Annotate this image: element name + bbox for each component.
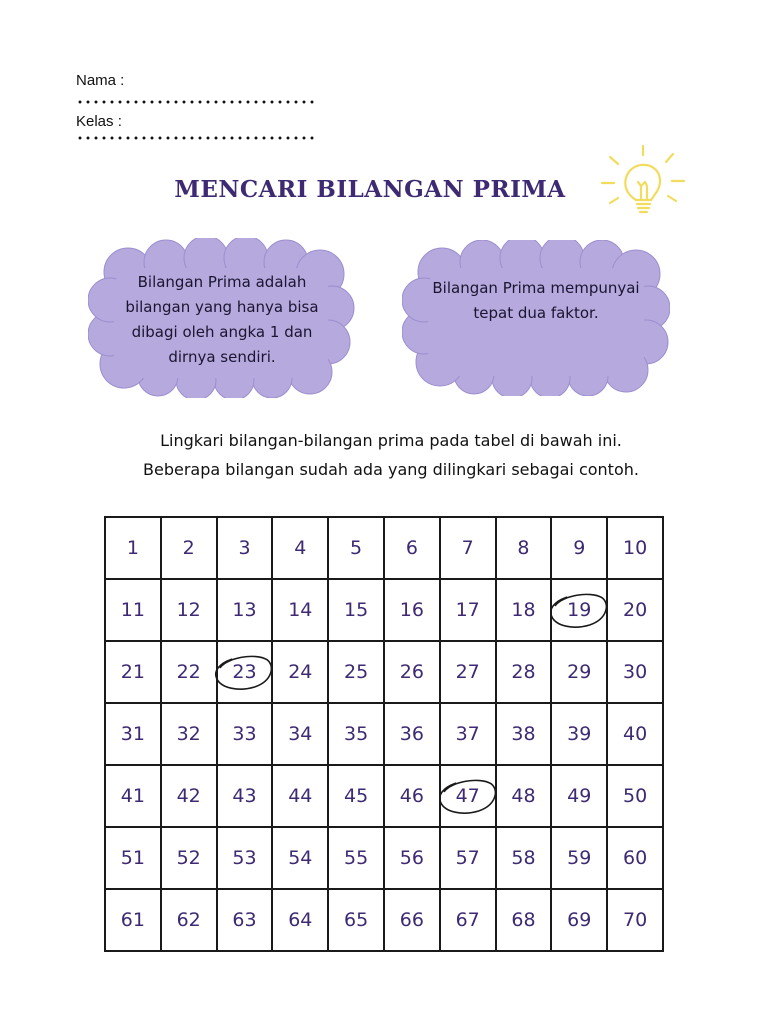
number-value: 63 xyxy=(232,909,257,931)
number-cell[interactable] xyxy=(551,827,607,889)
definition-cloud-right xyxy=(402,240,670,396)
number-value: 53 xyxy=(232,847,257,869)
cloud-right-line-1: Bilangan Prima mempunyai xyxy=(432,279,640,297)
number-cell[interactable] xyxy=(105,765,161,827)
number-cell[interactable] xyxy=(384,703,440,765)
number-value: 2 xyxy=(182,537,195,559)
number-value: 20 xyxy=(622,599,648,621)
number-value: 34 xyxy=(288,723,313,745)
number-value: 30 xyxy=(622,661,648,683)
number-value: 70 xyxy=(622,909,648,931)
number-grid xyxy=(104,516,664,952)
number-cell[interactable] xyxy=(607,517,663,579)
number-cell[interactable] xyxy=(440,517,496,579)
number-cell[interactable] xyxy=(217,517,273,579)
number-cell[interactable] xyxy=(384,641,440,703)
number-cell[interactable] xyxy=(161,765,217,827)
number-value: 27 xyxy=(455,661,480,683)
number-cell[interactable] xyxy=(217,765,273,827)
number-cell[interactable] xyxy=(272,517,328,579)
number-cell[interactable] xyxy=(384,517,440,579)
number-value: 14 xyxy=(288,599,313,621)
number-cell[interactable] xyxy=(272,889,328,951)
number-cell[interactable] xyxy=(105,703,161,765)
instructions xyxy=(0,426,768,484)
cloud-left-line-1: Bilangan Prima adalah xyxy=(137,273,307,291)
class-label: Kelas : xyxy=(76,113,122,130)
number-cell[interactable] xyxy=(440,889,496,951)
number-value: 50 xyxy=(622,785,648,807)
number-cell[interactable] xyxy=(551,641,607,703)
number-value: 36 xyxy=(399,723,424,745)
number-value: 65 xyxy=(343,909,369,931)
number-value: 17 xyxy=(455,599,480,621)
instruction-line-2: Beberapa bilangan sudah ada yang dilingkari sebagai contoh. xyxy=(143,460,639,479)
number-cell[interactable] xyxy=(217,579,273,641)
number-cell[interactable] xyxy=(217,827,273,889)
number-cell[interactable] xyxy=(440,765,496,827)
number-cell[interactable] xyxy=(328,579,384,641)
number-cell[interactable] xyxy=(607,827,663,889)
number-cell[interactable] xyxy=(384,579,440,641)
number-value: 24 xyxy=(288,661,313,683)
number-value: 5 xyxy=(350,537,363,559)
number-cell[interactable] xyxy=(328,703,384,765)
number-value: 21 xyxy=(120,661,145,683)
number-cell[interactable] xyxy=(217,641,273,703)
number-cell[interactable] xyxy=(328,641,384,703)
number-value: 68 xyxy=(511,909,536,931)
number-cell[interactable] xyxy=(161,641,217,703)
number-value: 62 xyxy=(176,909,201,931)
number-value: 35 xyxy=(343,723,369,745)
number-value: 57 xyxy=(455,847,480,869)
number-value: 37 xyxy=(455,723,480,745)
number-cell[interactable] xyxy=(272,827,328,889)
number-cell[interactable] xyxy=(496,827,552,889)
number-value: 25 xyxy=(343,661,369,683)
number-cell[interactable] xyxy=(328,765,384,827)
number-cell[interactable] xyxy=(161,889,217,951)
number-cell[interactable] xyxy=(551,579,607,641)
number-cell[interactable] xyxy=(496,641,552,703)
number-value: 1 xyxy=(126,537,139,559)
number-value: 4 xyxy=(294,537,307,559)
number-cell[interactable] xyxy=(607,641,663,703)
number-cell[interactable] xyxy=(105,889,161,951)
number-cell[interactable] xyxy=(551,703,607,765)
instruction-line-1: Lingkari bilangan-bilangan prima pada tabel di bawah ini. xyxy=(160,431,622,450)
number-value: 60 xyxy=(622,847,648,869)
number-value: 38 xyxy=(511,723,536,745)
page-title: MENCARI BILANGAN PRIMA xyxy=(174,176,566,203)
definition-cloud-left xyxy=(88,238,356,398)
number-value: 61 xyxy=(120,909,145,931)
number-cell[interactable] xyxy=(161,579,217,641)
grid-row xyxy=(105,517,663,579)
number-value: 3 xyxy=(238,537,251,559)
number-value: 55 xyxy=(343,847,369,869)
number-value: 69 xyxy=(567,909,592,931)
number-cell[interactable] xyxy=(496,579,552,641)
number-cell[interactable] xyxy=(384,765,440,827)
number-value: 6 xyxy=(405,537,418,559)
number-cell[interactable] xyxy=(440,579,496,641)
number-value: 49 xyxy=(567,785,592,807)
number-cell[interactable] xyxy=(607,579,663,641)
number-cell[interactable] xyxy=(272,765,328,827)
number-value: 8 xyxy=(517,537,530,559)
number-cell[interactable] xyxy=(161,703,217,765)
number-value: 33 xyxy=(232,723,257,745)
number-cell[interactable] xyxy=(384,889,440,951)
number-value: 64 xyxy=(288,909,313,931)
number-value: 46 xyxy=(399,785,424,807)
number-value: 44 xyxy=(288,785,313,807)
number-cell[interactable] xyxy=(272,579,328,641)
number-value: 13 xyxy=(232,599,257,621)
name-label: Nama : xyxy=(76,72,125,89)
number-cell[interactable] xyxy=(328,827,384,889)
number-value: 66 xyxy=(399,909,424,931)
number-cell[interactable] xyxy=(384,827,440,889)
number-value: 19 xyxy=(567,599,592,621)
grid-row xyxy=(105,579,663,641)
number-value: 23 xyxy=(232,661,257,683)
number-cell[interactable] xyxy=(328,517,384,579)
number-value: 45 xyxy=(343,785,369,807)
number-value: 32 xyxy=(176,723,201,745)
number-value: 67 xyxy=(455,909,480,931)
number-cell[interactable] xyxy=(217,889,273,951)
number-cell[interactable] xyxy=(105,517,161,579)
number-cell[interactable] xyxy=(496,703,552,765)
number-value: 31 xyxy=(120,723,145,745)
number-cell[interactable] xyxy=(496,765,552,827)
number-value: 42 xyxy=(176,785,201,807)
number-cell[interactable] xyxy=(551,889,607,951)
number-value: 28 xyxy=(511,661,536,683)
cloud-left-line-3: dibagi oleh angka 1 dan xyxy=(131,323,313,341)
number-value: 58 xyxy=(511,847,536,869)
number-cell[interactable] xyxy=(217,703,273,765)
number-cell[interactable] xyxy=(105,641,161,703)
number-value: 59 xyxy=(567,847,592,869)
cloud-left-line-2: bilangan yang hanya bisa xyxy=(125,298,319,316)
number-value: 48 xyxy=(511,785,536,807)
grid-row xyxy=(105,641,663,703)
number-cell[interactable] xyxy=(496,517,552,579)
number-value: 52 xyxy=(176,847,201,869)
number-value: 7 xyxy=(461,537,474,559)
number-value: 15 xyxy=(343,599,369,621)
cloud-right-line-2: tepat dua faktor. xyxy=(473,304,599,322)
number-cell[interactable] xyxy=(607,703,663,765)
number-value: 12 xyxy=(176,599,201,621)
grid-row xyxy=(105,765,663,827)
number-value: 18 xyxy=(511,599,536,621)
number-cell[interactable] xyxy=(105,827,161,889)
number-value: 43 xyxy=(232,785,257,807)
number-cell[interactable] xyxy=(551,517,607,579)
cloud-left-line-4: dirnya sendiri. xyxy=(168,348,276,366)
name-dotted-line[interactable] xyxy=(76,100,316,104)
number-cell[interactable] xyxy=(440,641,496,703)
number-value: 26 xyxy=(399,661,424,683)
number-cell[interactable] xyxy=(607,889,663,951)
number-cell[interactable] xyxy=(161,517,217,579)
lightbulb-icon xyxy=(596,140,692,224)
number-value: 39 xyxy=(567,723,592,745)
number-cell[interactable] xyxy=(440,827,496,889)
number-value: 56 xyxy=(399,847,424,869)
number-cell[interactable] xyxy=(272,641,328,703)
number-value: 9 xyxy=(573,537,586,559)
class-dotted-line[interactable] xyxy=(76,136,316,140)
number-cell[interactable] xyxy=(440,703,496,765)
number-cell[interactable] xyxy=(328,889,384,951)
number-value: 40 xyxy=(622,723,648,745)
number-value: 11 xyxy=(120,599,145,621)
number-cell[interactable] xyxy=(607,765,663,827)
grid-row xyxy=(105,827,663,889)
number-value: 29 xyxy=(567,661,592,683)
number-cell[interactable] xyxy=(272,703,328,765)
number-value: 10 xyxy=(622,537,648,559)
grid-row xyxy=(105,889,663,951)
number-cell[interactable] xyxy=(496,889,552,951)
number-value: 22 xyxy=(176,661,201,683)
number-cell[interactable] xyxy=(161,827,217,889)
number-value: 41 xyxy=(120,785,145,807)
number-value: 16 xyxy=(399,599,424,621)
number-cell[interactable] xyxy=(551,765,607,827)
number-cell[interactable] xyxy=(105,579,161,641)
number-value: 47 xyxy=(455,785,480,807)
grid-row xyxy=(105,703,663,765)
number-value: 54 xyxy=(288,847,313,869)
number-value: 51 xyxy=(120,847,145,869)
